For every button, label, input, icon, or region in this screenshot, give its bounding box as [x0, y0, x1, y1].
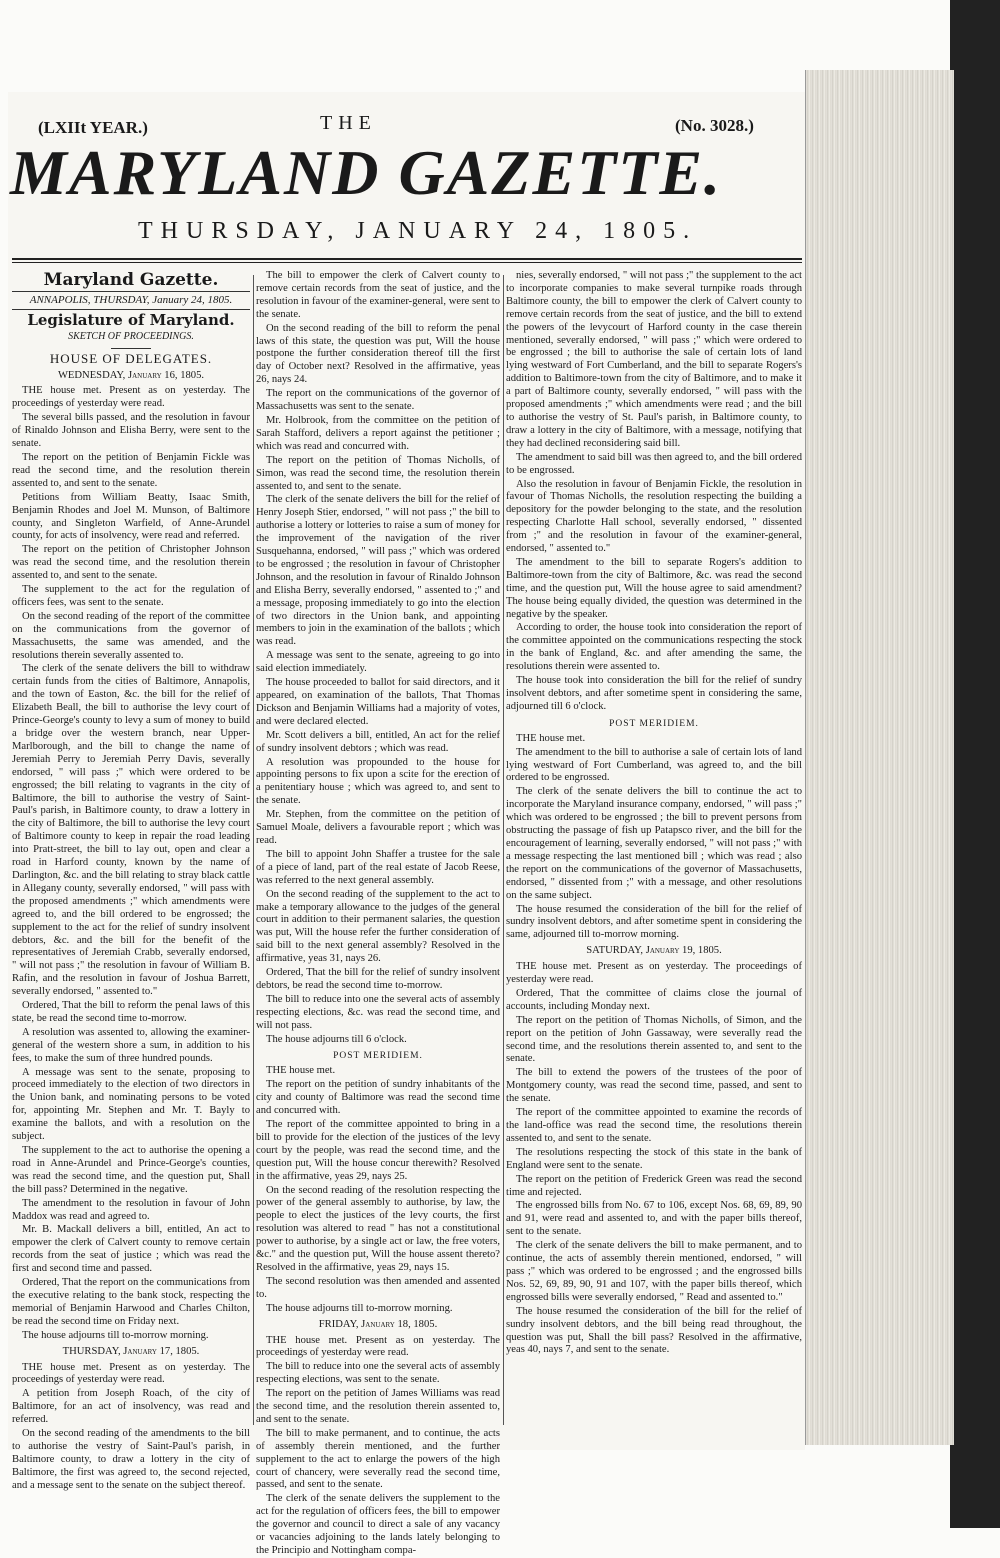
paragraph: The house adjourns till to-morrow morning. — [22, 1329, 209, 1341]
paragraph: nies, severally endorsed, " will not pass ;" the supplement to the act to incorporate companies to make several turnpike roads through Baltimore county, the bill to empower the clerk of Calvert county to remove certain records from the seat of justice, and the bill to extend the powers of the levycourt of Harford county in the case therein mentioned, severally endorsed, " will pass ;" which were ordered to be engrossed ; the bill to authorise the sale of certain lots of land lying westward of Fort Cumberland, and the bill to separate Rogers's addition to Baltimore-town from the city of Baltimore, and to make it a part of Baltimore county, severally endorsed, " will pass with the proposed amendments ;" which amendments were read ; and the bill to authorise the vestry of St. Paul's parish, in Baltimore county, to draw a lottery in the city of Baltimore, with a message, notifying that they had declined reconsidering said bill. — [506, 270, 802, 449]
paragraph: On the second reading of the supplement to the act to make a temporary allowance to the judges of the general court in addition to their permanent salaries, the question was put, Will the house refer the further consideration of said bill to the next general assembly? Resolved in the affirmative, yeas 31, nays 26. — [256, 888, 500, 965]
paragraph: The bill to reduce into one the several acts of assembly respecting elections, was sent to the senate. — [256, 1361, 500, 1386]
newspaper-title: MARYLAND GAZETTE. — [10, 137, 722, 208]
paragraph: The amendment to the bill to separate Rogers's addition to Baltimore-town from the city of Baltimore, &c. was read the second time, and the question put, Will the house agree to said amendment? The house being equally divided, the question was determined in the negative by the speaker. — [506, 556, 802, 620]
paragraph: The house took into consideration the bill for the relief of sundry insolvent debtors, and after sometime spent in considering the same, adjourned till 6 o'clock. — [506, 675, 802, 712]
paragraph: THE house met. Present as on yesterday. The proceedings of yesterday were read. — [12, 385, 250, 410]
paragraph: Ordered, That the report on the communications from the executive relating to the bank stock, respecting the memorial of Benjamin Harwood and Charles Chilton, be read the second time on Friday next. — [12, 1277, 250, 1327]
paragraph: THE house met. Present as on yesterday. The proceedings of yesterday were read. — [12, 1361, 250, 1386]
article-body — [12, 1362, 250, 1493]
gazette-heading: Maryland Gazette. — [43, 270, 219, 290]
dateline: ANNAPOLIS, THURSDAY, January 24, 1805. — [12, 291, 250, 310]
paragraph: Ordered, That the committee of claims close the journal of accounts, including Monday next. — [506, 987, 802, 1012]
the-label: THE — [320, 112, 377, 134]
paragraph: On the second reading of the report of the committee on the communications from the governor of Massachusetts, the same was amended, and the resolutions therein severally assented to. — [12, 610, 250, 661]
paragraph: The house resumed the consideration of the bill for the relief of sundry insolvent debtors, and after sometime spent in considering the same, adjourned till to-morrow morning. — [506, 903, 802, 941]
issue-date: THURSDAY, JANUARY 24, 1805. — [138, 218, 698, 244]
paragraph: A resolution was propounded to the house for appointing persons to fix upon a scite for the erection of a penitentiary house ; which was agreed to, and sent to the senate. — [256, 756, 500, 807]
paragraph: The clerk of the senate delivers the bill to withdraw certain funds from the cities of Baltimore, Annapolis, and the town of Easton, &c. the bill for the relief of Elizabeth Beall, the bill to authorise the levy court of Prince-George's county to levy a sum of money to build a bridge over the western branch, near Upper-Marlborough, and the bill to change the name of Jeremiah Perry to Jeremiah Perry Davis, severally endorsed, " will pass ;" which were ordered to be engrossed; the bill relating to vagrants in the city of Baltimore, the bill to authorise the vestry of Saint-Paul's parish, in Baltimore county, to draw a lottery in the city of Baltimore, the bill to authorise the levy court of Baltimore county to keep in repair the road leading into Pratt-street, the bill to lay out, open and clear a road in Harford county, known by the name of Darlington, &c. and the bill relating to stray black cattle in Allegany county, severally endorsed, " will pass with the proposed amendments ;" which amendments were agreed to, and the bill ordered to be engrossed; the supplement to the act for the relief of sundry insolvent debtors, &c. and the bill for the benefit of the representatives of Jeremiah Crabb, severally endorsed, " will not pass ;" the resolution in favour of William B. Rafin, and the resolution in favour of Joshua Barrett, severally endorsed, " assented to." — [12, 663, 250, 998]
paragraph: Mr. B. Mackall delivers a bill, entitled, An act to empower the clerk of Calvert county to remove certain records from the seat of justice ; which was read the first and second time and passed. — [12, 1224, 250, 1275]
post-meridiem-heading: POST MERIDIEM. — [609, 718, 699, 729]
paragraph: The second resolution was then amended and assented to. — [256, 1275, 500, 1300]
masthead-rule-thin — [12, 262, 802, 263]
column-rule — [503, 275, 504, 1425]
column-1 — [12, 270, 250, 1491]
paragraph: The amendment to the resolution in favour of John Maddox was read and agreed to. — [12, 1197, 250, 1222]
column-2 — [256, 270, 500, 1556]
subheading: SKETCH OF PROCEEDINGS. — [68, 330, 194, 342]
paragraph: The house adjourns till 6 o'clock. — [266, 1033, 407, 1045]
paragraph: A petition from Joseph Roach, of the city of Baltimore, for an act of insolvency, was read and referred. — [12, 1388, 250, 1426]
session-date: THURSDAY, January 17, 1805. — [62, 1345, 200, 1357]
paragraph: The report of the committee appointed to bring in a bill to provide for the election of the justices of the levy court by the people, was read the second time, and the question put, Will the house concur therewith? Resolved in the affirmative, yeas 29, nays 25. — [256, 1119, 500, 1182]
paragraph: The house proceeded to ballot for said directors, and it appeared, on examination of the ballots, That Thomas Dickson and Benjamin Williams had a majority of votes, and were declared elected. — [256, 677, 500, 727]
paragraph: THE house met. — [266, 1065, 336, 1077]
paragraph: THE house met. Present as on yesterday. The proceedings of yesterday were read. — [506, 961, 802, 986]
divider — [111, 348, 151, 349]
article-body — [506, 270, 802, 714]
masthead-rule — [12, 258, 802, 260]
article-body — [506, 733, 802, 943]
paragraph: A message was sent to the senate, agreeing to go into said election immediately. — [256, 650, 500, 675]
article-body — [506, 961, 802, 1357]
paragraph: A resolution was assented to, allowing the examiner-general of the western shore a sum, in addition to his fees, to make the sum of three hundred pounds. — [12, 1026, 250, 1064]
paragraph: On the second reading of the amendments to the bill to authorise the vestry of Saint-Paul's parish, in Baltimore county, to draw a lottery in the city of Baltimore, the first was agreed to, the second rejected, and a message sent to the senate on the subject thereof. — [12, 1428, 250, 1491]
paragraph: Mr. Holbrook, from the committee on the petition of Sarah Stafford, delivers a report against the petitioner ; which was read and concurred with. — [256, 414, 500, 452]
paragraph: The clerk of the senate delivers the bill to continue the act to incorporate the Maryland insurance company, endorsed, " will pass ;" which was ordered to be engrossed ; the bill to prevent persons from obstructing the passage of fish up Patapsco river, and the bill for the encouragement of learning, severally endorsed, " will not pass ;" with a message respecting the last mentioned bill ; which was read ; also the report on the communications of the governor of Massachusetts, endorsed, " dissented from ;" with a message, and other resolutions on the same subject. — [506, 786, 802, 901]
paragraph: Mr. Scott delivers a bill, entitled, An act for the relief of sundry insolvent debtors ; which was read. — [256, 729, 500, 754]
paragraph: The report on the petition of Frederick Green was read the second time and rejected. — [506, 1173, 802, 1198]
article-body — [12, 385, 250, 1342]
paragraph: The bill to reduce into one the several acts of assembly respecting elections, &c. was read the second time, and will not pass. — [256, 993, 500, 1031]
paragraph: THE house met. — [516, 732, 586, 744]
paragraph: Ordered, That the bill to reform the penal laws of this state, be read the second time to-morrow. — [12, 1000, 250, 1024]
paragraph: The bill to extend the powers of the trustees of the poor of Montgomery county, was read the second time, passed, and sent to the senate. — [506, 1067, 802, 1105]
post-meridiem-heading: POST MERIDIEM. — [333, 1051, 423, 1062]
column-3 — [506, 270, 802, 1430]
paragraph: A message was sent to the senate, proposing to proceed immediately to the election of two directors in the Union bank, and nominating persons to be voted for, appointing Mr. Stephen and Mr. T. Bayly to examine the ballots, and with a resolution on the subject. — [12, 1066, 250, 1143]
paragraph: The supplement to the act for the regulation of officers fees, was sent to the senate. — [12, 584, 250, 608]
paragraph: The report on the petition of sundry inhabitants of the city and county of Baltimore was read the second time and concurred with. — [256, 1079, 500, 1117]
paragraph: The report on the petition of James Williams was read the second time, and the resolution therein assented to, and sent to the senate. — [256, 1388, 500, 1425]
article-body — [256, 1335, 500, 1558]
issue-number: (No. 3028.) — [675, 116, 754, 135]
paragraph: Ordered, That the bill for the relief of sundry insolvent debtors, be read the second time to-morrow. — [256, 967, 500, 991]
paragraph: According to order, the house took into consideration the report of the committee appointed on the communications respecting the stock in the bank of England, &c. and after amending the same, the resolutions therein were assented to. — [506, 622, 802, 673]
page-edges — [805, 70, 954, 1445]
paragraph: On the second reading of the resolution respecting the power of the general assembly to authorise, by law, the people to elect the justices of the levy courts, the first resolution was altered to read " has not a constitutional power to authorise, by a single act or law, the free voters, &c." and the question put, Will the house assent thereto? Resolved in the affirmative, yeas 29, nays 15. — [256, 1184, 500, 1273]
paragraph: The clerk of the senate delivers the bill to make permanent, and to continue, the acts of assembly therein mentioned, endorsed, " will pass ;" which was ordered to be engrossed ; and the engrossed bills Nos. 52, 69, 89, 90, 91 and 107, with the paper bills thereof, which engrossed bills were severally endorsed, " Read and assented to." — [506, 1240, 802, 1303]
paragraph: The bill to appoint John Shaffer a trustee for the sale of a piece of land, part of the real estate of Jacob Reese, was referred to the next general assembly. — [256, 848, 500, 886]
section-heading: Legislature of Maryland. — [27, 310, 235, 329]
paragraph: The bill to make permanent, and to continue, the acts of assembly therein mentioned, and the further supplement to the act to enlarge the powers of the high court of chancery, were severally read the second time, passed, and sent to the senate. — [256, 1427, 500, 1491]
column-rule — [253, 275, 254, 1425]
paragraph: The report on the petition of Benjamin Fickle was read the second time, and the resolution therein assented to, and sent to the senate. — [12, 451, 250, 489]
house-heading: HOUSE OF DELEGATES. — [49, 350, 213, 366]
paragraph: Also the resolution in favour of Benjamin Fickle, the resolution in favour of Thomas Nicholls, the resolution respecting the building a depository for the powder belonging to the state, and the resolution respecting Charlotte Hall school, severally endorsed, " dissented from ;" and the resolution in favour of the examiner-general, endorsed, " assented to." — [506, 478, 802, 555]
paragraph: The report on the communications of the governor of Massachusetts was sent to the senate. — [256, 388, 500, 413]
paragraph: The amendment to the bill to authorise a sale of certain lots of land lying westward of Fort Cumberland, was agreed to, and the bill ordered to be engrossed. — [506, 746, 802, 784]
session-date: FRIDAY, January 18, 1805. — [318, 1318, 438, 1330]
paragraph: The clerk of the senate delivers the supplement to the act for the regulation of officers fees, the bill to empower the governor and council to direct a sale of any vacancy or vacancies adjoining to the lands lately belonging to the Principio and Nottingham compa- — [256, 1493, 500, 1556]
paragraph: THE house met. Present as on yesterday. The proceedings of yesterday were read. — [256, 1334, 500, 1359]
session-date: SATURDAY, January 19, 1805. — [586, 945, 722, 957]
paragraph: Petitions from William Beatty, Isaac Smith, Benjamin Rhodes and Joel M. Munson, of Baltimore county, and Singleton Warfield, of Anne-Arundel county, for acts of insolvency, were read and referred. — [12, 491, 250, 542]
paragraph: The house adjourns till to-morrow morning. — [266, 1302, 453, 1314]
article-body — [256, 270, 500, 1046]
paragraph: On the second reading of the bill to reform the penal laws of this state, the question was put, Will the house postpone the further consideration thereof till the first day of October next? Resolved in the affirmative, yeas 26, nays 24. — [256, 322, 500, 386]
book-spine — [950, 0, 1000, 1528]
paragraph: The amendment to said bill was then agreed to, and the bill ordered to be engrossed. — [506, 451, 802, 476]
session-date: WEDNESDAY, January 16, 1805. — [57, 369, 205, 381]
paragraph: The bill to empower the clerk of Calvert county to remove certain records from the seat of justice, and the resolution in favour of the examiner-general, were sent to the senate. — [256, 270, 500, 320]
paragraph: The resolutions respecting the stock of this state in the bank of England were sent to the senate. — [506, 1146, 802, 1171]
paragraph: The report on the petition of Christopher Johnson was read the second time, and the resolution therein assented to, and sent to the senate. — [12, 544, 250, 582]
paragraph: The supplement to the act to authorise the opening a road in Anne-Arundel and Prince-George's counties, was read the second time, and the question put, Shall the bill pass? Determined in the negative. — [12, 1145, 250, 1195]
paragraph: The several bills passed, and the resolution in favour of Rinaldo Johnson and Elisha Berry, were sent to the senate. — [12, 412, 250, 450]
paragraph: The report on the petition of Thomas Nicholls, of Simon, and the report on the petition of John Gassaway, were severally read the second time, and the resolutions therein assented to, and sent to the senate. — [506, 1014, 802, 1065]
paragraph: The clerk of the senate delivers the bill for the relief of Henry Joseph Stier, endorsed, " will not pass ;" the bill to authorise a lottery or lotteries to raise a sum of money for the improvement of the navigation of the river Susquehanna, endorsed, " will pass ;" which was ordered to be engrossed ; the resolution in favour of Christopher Johnson, and the resolution in favour of Rinaldo Johnson and Elisha Berry, severally endorsed, " assented to ;" and a message, proposing immediately to go into the election of two directors in the Union bank, and appointing members to join in the examination of the ballots ; which was read. — [256, 494, 500, 648]
paragraph: The report on the petition of Thomas Nicholls, of Simon, was read the second time, the resolution therein assented to, and sent to the senate. — [256, 454, 500, 492]
paragraph: The engrossed bills from No. 67 to 106, except Nos. 68, 69, 89, 90 and 91, were read and assented to, and with the paper bills thereof, sent to the senate. — [506, 1200, 802, 1238]
article-body — [256, 1065, 500, 1315]
paragraph: Mr. Stephen, from the committee on the petition of Samuel Moale, delivers a favourable report ; which was read. — [256, 809, 500, 846]
paragraph: The house resumed the consideration of the bill for the relief of sundry insolvent debtors, and the bill being read throughout, the question was put, Shall the bill pass? Resolved in the affirmative, yeas 40, nays 7, and sent to the senate. — [506, 1305, 802, 1356]
year-label: (LXIIt YEAR.) — [38, 118, 148, 137]
paragraph: The report of the committee appointed to examine the records of the land-office was read the second time, the resolutions therein assented to, and sent to the senate. — [506, 1107, 802, 1144]
